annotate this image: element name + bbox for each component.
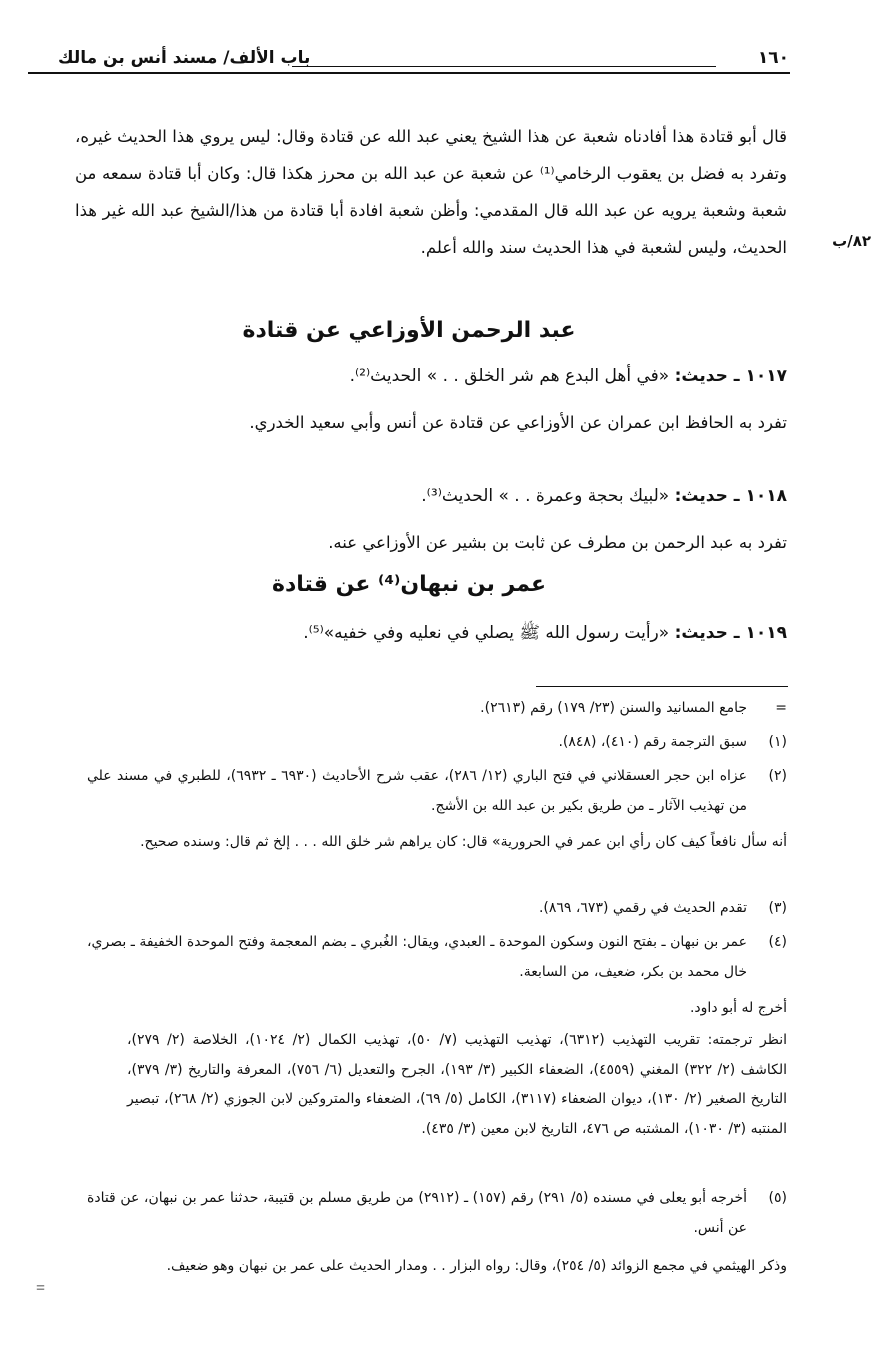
header-rule [28,72,790,74]
hadith-label: ١٠١٨ ـ حديث: [674,486,787,506]
footnote [87,728,787,758]
footnote-mark: (٣) [768,900,787,916]
header-rule-short [292,66,716,67]
page-number: ١٦٠ [757,48,789,68]
footnote-mark: (٤) [768,934,787,950]
footnote-text: جامع المسانيد والسنن (٢٣/ ١٧٩) رقم (٢٦١٣). [480,700,747,716]
footnote-text: سبق الترجمة رقم (٤١٠)، (٨٤٨). [558,734,747,750]
hadith-label: ١٠١٧ ـ حديث: [674,366,787,386]
footnote-text: عمر بن نبهان ـ بفتح النون وسكون الموحدة ـ العبدي، ويقال: الغُبري ـ بضم المعجمة وفتح الموحدة الخفيفة ـ بصري، خال محمد بن بكر، ضعيف، من السابعة. [87,934,747,980]
footnote-mark: (١) [768,734,787,750]
section-heading: عمر بن نبهان⁽⁴⁾ عن قتادة [271,572,547,597]
margin-folio-note: ٨٢/ب [832,232,871,250]
hadith-label: ١٠١٩ ـ حديث: [674,623,787,643]
footnote-continuation: وذكر الهيثمي في مجمع الزوائد (٥/ ٢٥٤)، وقال: رواه البزار . . ومدار الحديث على عمر بن نبهان وهو ضعيف. [166,1258,787,1274]
intro-paragraph: قال أبو قتادة هذا أفادناه شعبة عن هذا الشيخ يعني عبد الله عن قتادة وقال: ليس يروي هذا الحديث غيره، وتفرد به فضل بن يعقوب الرخامي⁽¹⁾ عن شعبة عن عبد الله بن محرز هكذا قال: وكان أبا قتادة سمعه من شعبة وشعبة يرويه عن عبد الله قال المقدمي: وأظن شعبة افادة أبا قتادة من هذا/الشيخ عبد الله غير هذا الحديث، وليس لشعبة في هذا الحديث سند والله أعلم. [75,127,787,257]
hadith-text: «رأيت رسول الله ﷺ يصلي في نعليه وفي خفيه»⁽⁵⁾. [303,623,670,643]
hadith-text: «في أهل البدع هم شر الخلق . . » الحديث⁽²⁾. [349,366,670,386]
hadith-entry [87,622,787,647]
footnote-continuation: أخرج له أبو داود. [689,1000,787,1016]
section-heading: عبد الرحمن الأوزاعي عن قتادة [242,318,576,343]
footnote-continuation: انظر ترجمته: تقريب التهذيب (٦٣١٢)، تهذيب التهذيب (٧/ ٥٠)، تهذيب الكمال (٢/ ١٠٢٤)، الخلاصة (٢/ ٢٧٩)، الكاشف (٢/ ٣٢٢) المغني (٤٥٥٩)، الضعفاء الكبير (٣/ ١٩٣)، الجرح والتعديل (٦/ ٧٥٦)، المعرفة والتاريخ (٣/ ٣٧٩)، التاريخ الصغير (٢/ ١٣٠)، ديوان الضعفاء (٣١١٧)، الكامل (٥/ ٦٩)، الضعفاء والمتروكين لابن الجوزي (٢/ ٢٦٨)، تبصير المنتبه (٣/ ١٠٣٠)، المشتبه ص ٤٧٦، التاريخ لابن معين (٣/ ٤٣٥). [127,1032,788,1137]
footnote-mark: = [775,700,787,716]
footnote [87,928,787,987]
continuation-mark: = [36,1280,46,1297]
footnote [87,1184,787,1243]
footnote-continuation: أنه سأل نافعاً كيف كان رأي ابن عمر في الحرورية» قال: كان يراهم شر خلق الله . . . إلخ ثم قال: وسنده صحيح. [140,834,787,850]
footnote-text: أخرجه أبو يعلى في مسنده (٥/ ٢٩١) رقم (١٥٧) ـ (٢٩١٢) من طريق مسلم بن قتيبة، حدثنا عمر بن نبهان، عن قتادة عن أنس. [87,1190,747,1236]
hadith-note: تفرد به الحافظ ابن عمران عن الأوزاعي عن قتادة عن أنس وأبي سعيد الخدري. [249,413,787,432]
running-header-title: باب الألف/ مسند أنس بن مالك [58,48,311,68]
footnote-text: عزاه ابن حجر العسقلاني في فتح الباري (١٢/ ٢٨٦)، عقب شرح الأحاديث (٦٩٣٠ ـ ٦٩٣٢)، للطبري في مسند علي من تهذيب الآثار ـ من طريق بكير بن عبد الله بن الأشج. [87,768,748,814]
hadith-text: «لبيك بحجة وعمرة . . » الحديث⁽³⁾. [421,486,670,506]
footnote-text: تقدم الحديث في رقمي (٦٧٣، ٨٦٩). [538,900,747,916]
footnote [87,694,787,724]
footnote-rule [536,686,788,687]
hadith-entry [87,366,787,386]
footnote [87,894,787,924]
footnote [87,762,787,821]
hadith-entry [87,486,787,506]
footnote-mark: (٥) [768,1190,787,1206]
footnote-mark: (٢) [768,768,787,784]
hadith-note: تفرد به عبد الرحمن بن مطرف عن ثابت بن بشير عن الأوزاعي عنه. [328,533,787,552]
